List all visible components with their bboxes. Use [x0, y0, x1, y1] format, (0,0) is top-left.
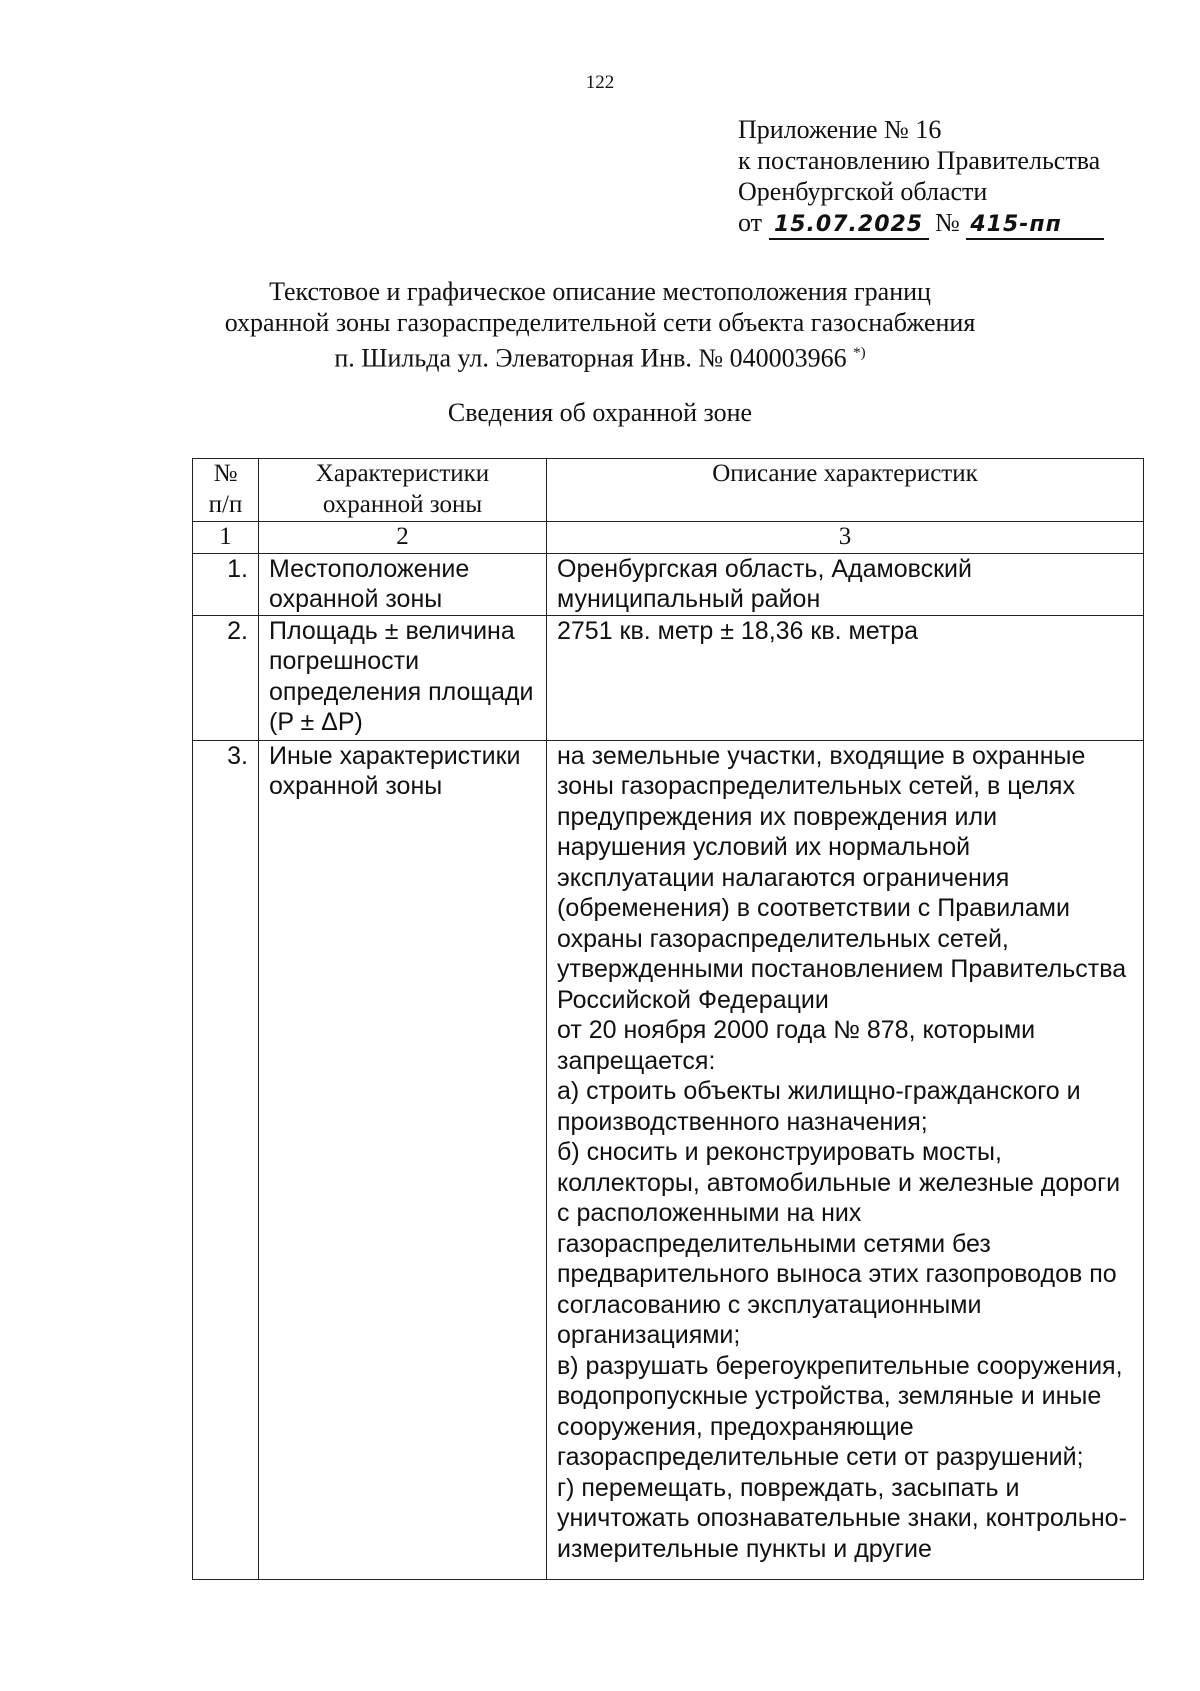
- description-item-b: б) сносить и реконструировать мосты, коллекторы, автомобильные и железные дороги с расположенными на них газораспределительными сетями без предварительного выноса этих газопроводов по согласованию с эксплуатационными организациями;: [557, 1138, 1121, 1349]
- section-subtitle: Сведения об охранной зоне: [447, 398, 753, 427]
- description-item-a: а) строить объекты жилищно-гражданского и производственного назначения;: [557, 1077, 1081, 1136]
- row-characteristic: Местоположение охранной зоны: [259, 553, 547, 615]
- description-paragraph: на земельные участки, входящие в охранные зоны газораспределительных сетей, в целях предупреждения их повреждения или нарушения условий их нормальной эксплуатации налагаются ограничения (обременения) в соответствии с Правилами охраны газораспределительных сетей, утвержденными постановлением Правительства Российской Федерации: [557, 741, 1127, 1014]
- row-number: 3.: [193, 740, 259, 1579]
- description-item-g: г) перемещать, повреждать, засыпать и уничтожать опознавательные знаки, контрольно-измерительные пункты и другие: [557, 1473, 1127, 1563]
- appendix-header: [738, 114, 1104, 240]
- from-label: от: [738, 208, 763, 237]
- appendix-line-2: к постановлению Правительства: [738, 146, 1101, 175]
- handwritten-date: 15.07.2025: [769, 212, 929, 240]
- row-characteristic: Иные характеристики охранной зоны: [259, 740, 547, 1579]
- footnote-mark: *): [853, 345, 866, 361]
- number-label: №: [935, 208, 960, 237]
- title-line-3: [0, 338, 1200, 374]
- table-row: [193, 615, 1144, 740]
- handwritten-number: 415-пп: [966, 212, 1104, 240]
- header-num: № п/п: [193, 459, 259, 522]
- row-number: 2.: [193, 615, 259, 740]
- title-line-1: Текстовое и графическое описание местоположения границ: [269, 277, 931, 306]
- appendix-line-3: Оренбургской области: [738, 177, 988, 206]
- index-cell: 3: [547, 522, 1144, 554]
- zone-info-table: [192, 458, 1144, 1580]
- header-description: Описание характеристик: [547, 459, 1144, 522]
- row-number: 1.: [193, 553, 259, 615]
- row-description: 2751 кв. метр ± 18,36 кв. метра: [547, 615, 1144, 740]
- row-characteristic: Площадь ± величина погрешности определения площади (P ± ΔP): [259, 615, 547, 740]
- header-characteristic: Характеристики охранной зоны: [259, 459, 547, 522]
- table-index-row: [193, 522, 1144, 554]
- table-header-row: [193, 459, 1144, 522]
- appendix-date-line: [738, 207, 1104, 240]
- page-number: 122: [585, 72, 615, 93]
- description-item-v: в) разрушать берегоукрепительные сооружения, водопропускные устройства, земляные и иные сооружения, предохраняющие газораспределительные сети от разрушений;: [557, 1351, 1123, 1471]
- title-line-3-text: п. Шильда ул. Элеваторная Инв. № 040003966: [334, 343, 847, 373]
- document-title: [0, 276, 1200, 374]
- table-row: [193, 740, 1144, 1579]
- appendix-title: Приложение № 16: [738, 115, 942, 144]
- table-row: [193, 553, 1144, 615]
- index-cell: 2: [259, 522, 547, 554]
- description-paragraph: от 20 ноября 2000 года № 878, которыми запрещается:: [557, 1016, 1036, 1075]
- title-line-2: охранной зоны газораспределительной сети объекта газоснабжения: [224, 308, 976, 337]
- index-cell: 1: [193, 522, 259, 554]
- row-description: [547, 740, 1144, 1579]
- row-description: Оренбургская область, Адамовский муниципальный район: [547, 553, 1144, 615]
